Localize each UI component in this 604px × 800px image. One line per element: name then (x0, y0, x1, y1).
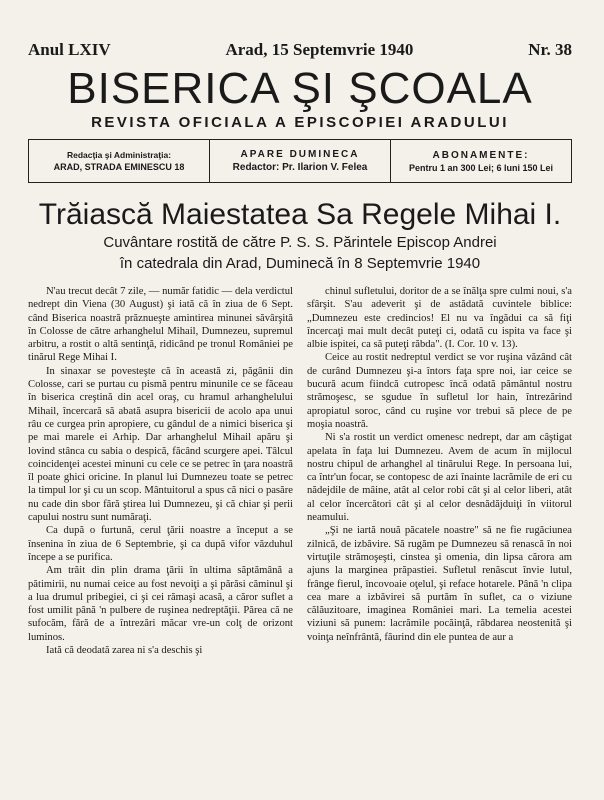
subscriptions-prices: Pentru 1 an 300 Lei; 6 luni 150 Lei (408, 162, 554, 173)
publication-schedule: APARE DUMINECA (240, 149, 360, 160)
paragraph: Ceice au rostit nedreptul verdict se vor ruşina văzând cât de curând Dumnezeu şi-a întors faţa spre noi, iar ceice se bucură acum fiindcă cutropesc încă odată pământul nostru strămoşesc, se sgudue în sufletul lor hain, întrezărind apropiatul soroc, când cu ruşine vor trebui să plece de pe moşia noastră. (307, 352, 572, 430)
editorial-office-label: Redacţia şi Administraţia: (66, 150, 172, 160)
paragraph: Am trăit din plin drama ţării în ultima săptămână a pătimirii, nu numai ceice au fost nevoiţi a şi părăsi căminul şi a lua drumul pribegiei, ci şi cei rămaşi acasă, a căror suflet a fost umilit până 'n pulbere de ruşinea nedreptăţii. Părea că ne sufocăm, fără de a întrezări măcar vre-un colţ de orizont luminos. (28, 565, 293, 643)
paragraph: „Şi ne iartă nouă păcatele noastre" să ne fie rugăciunea zilnică, de izbăvire. Să rugăm pe Dumnezeu să renască în noi virtuţile strămoşeşti, cinstea şi omenia, din lipsa cărora am ajuns la marginea prăpastiei. Sufletul renăscut învie lutul, frânge fierul, încovoaie oţelul, şi reface hotarele. Până 'n clipa cea mare a izbăvirei să purtăm în suflet, ca o viziune călăuzitoare, imaginea României mari. La temelia acestei viziuni să punem: lacrămile pocăinţă, răbdarea neostenită şi voinţa neînfrântă, făurind din ele puntea de aur a (307, 525, 572, 643)
issue-number: Nr. 38 (528, 40, 572, 59)
paragraph: Ni s'a rostit un verdict omenesc nedrept, dar am câştigat apelata în faţa lui Dumnezeu. Avem de acum în mijlocul nostru chipul de arhanghel al tinărului Rege. In persoana lui, ca într'un focar, se contopesc de azi înainte lacrămile de eri cu nădejdile de mâine, atât al celor robi cât şi al celor liberi, atât al celor încercători cât şi al celor desnădăjduiţi în viitorul neamului. (307, 432, 572, 524)
article-subtitle-line-1: Cuvântare rostită de către P. S. S. Părintele Episcop Andrei (103, 234, 497, 251)
article-body (28, 285, 572, 795)
issue-meta-line (28, 0, 572, 60)
issue-place-date: Arad, 15 Septemvrie 1940 (225, 40, 414, 59)
paragraph: N'au trecut decât 7 zile, — număr fatidic — dela verdictul nedrept din Viena (30 August) şi iată că în ziua de 6 Sept. când Biserica noastră prăznueşte amintirea minunei săvârşită în Colosse de către arhanghelul Mihail, Dumnezeu, supremul arbitru, a rostit o altă sentinţă, ridicând pe tronul României pe tinărul Rege Mihai I. (28, 286, 293, 364)
editor-name: Redactor: Pr. Ilarion V. Felea (232, 162, 368, 173)
issue-year: Anul LXIV (28, 40, 111, 59)
info-editorial-office (29, 140, 209, 182)
paragraph: chinul sufletului, doritor de a se înălţa spre culmi noui, s'a sfârşit. S'au adeverit şi de astădată cuvintele biblice: „Dumnezeu este credincios! El nu va îngădui ca să fiţi încercaţi mai mult decât puteţi ci, odată cu ispita va face şi albie ispitei, ca să puteţi răbda". (I. Cor. 10 v. 13). (307, 286, 572, 351)
article-title: Trăiască Maiestatea Sa Regele Mihai I. (38, 198, 562, 231)
masthead-title: BISERICA ŞI ŞCOALA (67, 64, 533, 113)
article-subtitle-line-2: în catedrala din Arad, Duminecă în 8 Septemvrie 1940 (119, 255, 481, 272)
subscriptions-label: ABONAMENTE: (432, 149, 530, 161)
paragraph: Iată că deodată zarea ni s'a deschis şi (46, 645, 203, 657)
info-subscriptions (390, 140, 571, 182)
info-bar (28, 139, 572, 183)
paragraph: Ca după o furtună, cerul ţării noastre a început a se înseninа în ziua de 6 Septembrie, şi ca după vifor văzduhul începe a se purifica. (28, 525, 293, 563)
left-column (28, 285, 293, 795)
paragraph: In sinaxar se povesteşte că în această zi, păgânii din Colosse, cari se purtau cu pismă pentru minunile ce se făceau în biserica creştină din acel oraş, cu hramul arhanghelului Mihail, încercară să abată asupra bisericii de acolo apa unui râu ce curgea prin apropiere, cu gândul de a nimici biserica şi pe mai marele ei Arhip. Dar arhanghelul Mihail apăru şi lovind stânca cu sabia o despică, făcând scurgere apei. Tâlcul coincidenţei acestei minuni cu cele ce se petrec în ţara noastră îl poate ghici oricine. In planul lui Dumnezeu toate se petrec la timpul lor şi cu un scop. Mântuitorul a spus că nici o pasăre nu cade din sbor fără ştirea lui Dumnezeu, şi că chiar şi perii capului nostru sunt număraţi. (28, 365, 293, 524)
info-publication (209, 140, 390, 182)
right-column (307, 285, 572, 795)
masthead-subtitle: REVISTA OFICIALA A EPISCOPIEI ARADULUI (91, 114, 509, 131)
editorial-office-address: ARAD, STRADA EMINESCU 18 (53, 162, 185, 172)
